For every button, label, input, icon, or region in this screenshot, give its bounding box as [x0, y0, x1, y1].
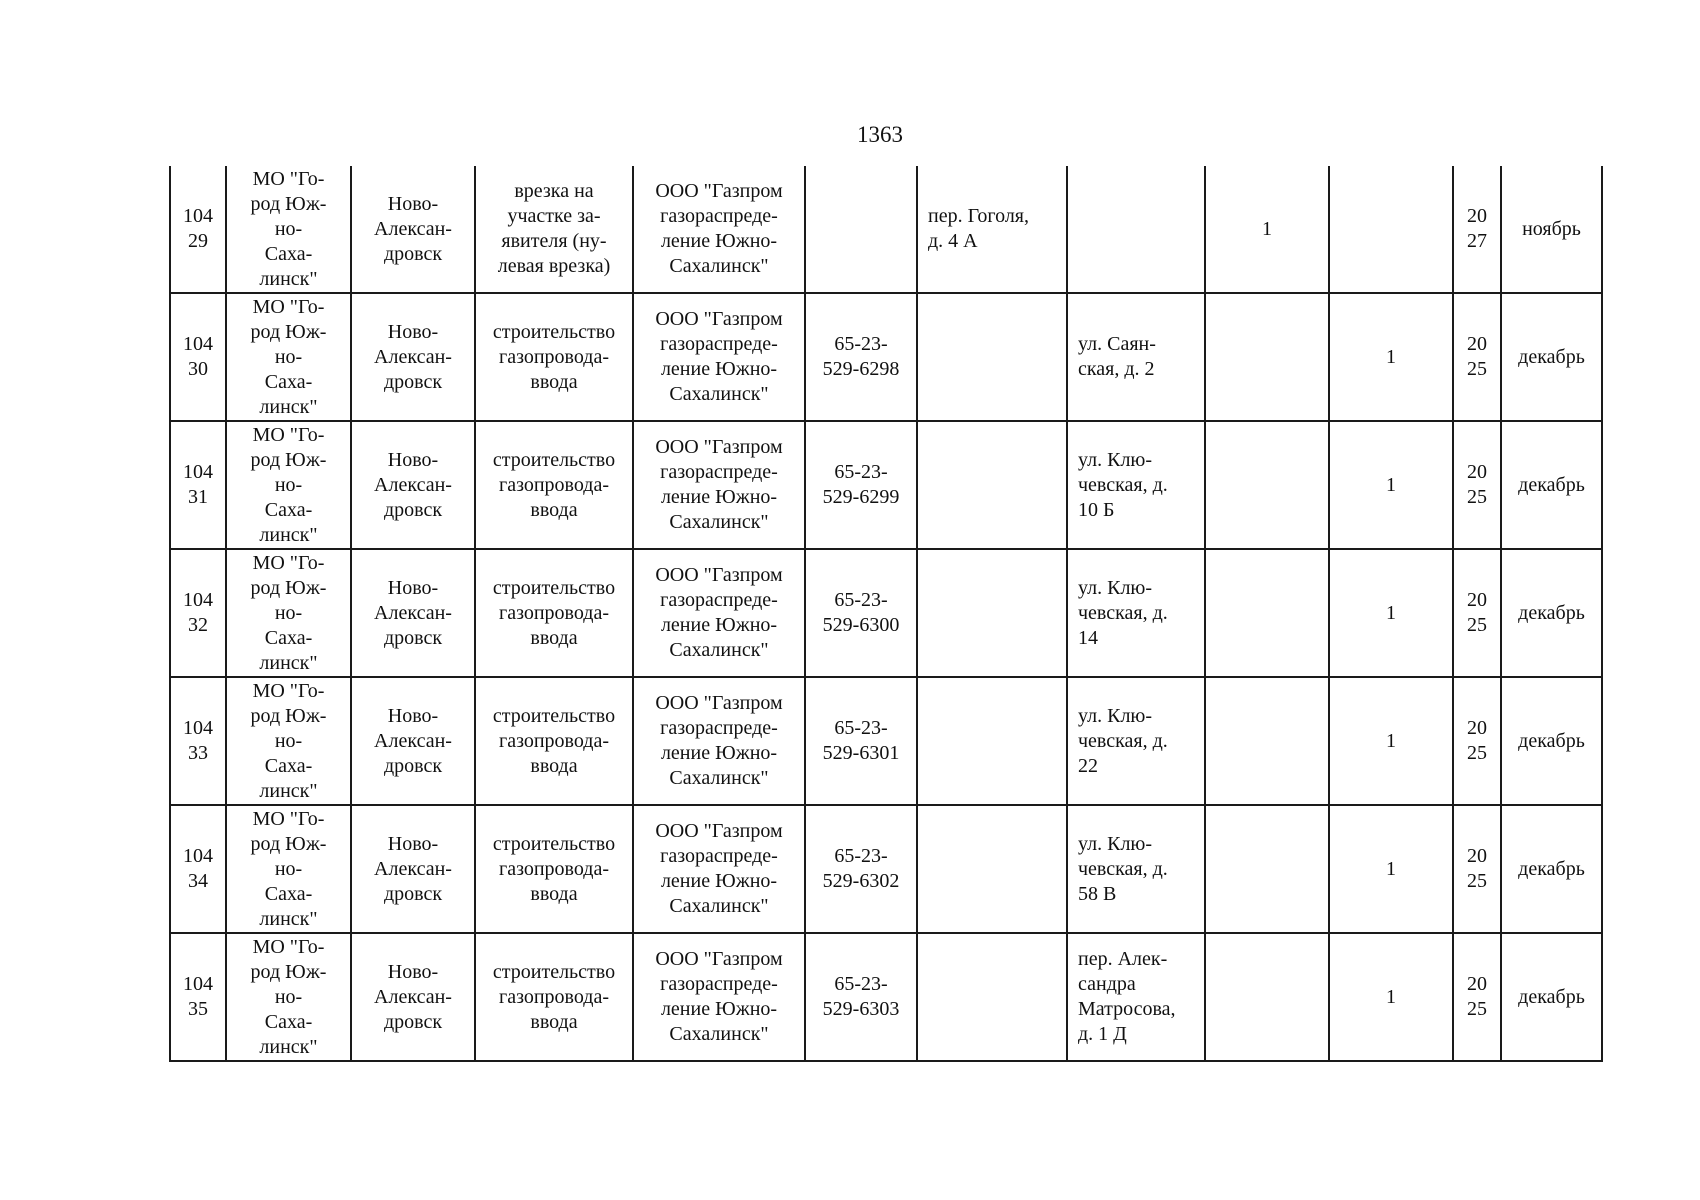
address-cell-2: пер. Алек- сандра Матросова, д. 1 Д: [1067, 933, 1205, 1061]
year-cell: 20 25: [1453, 549, 1501, 677]
organization-cell: ООО "Газпром газораспреде- ление Южно- Сахалинск": [633, 549, 805, 677]
address-cell: пер. Гоголя, д. 4 А: [917, 166, 1067, 293]
work-type-cell: строительство газопровода- ввода: [475, 677, 633, 805]
work-type-cell: врезка на участке за- явителя (ну- левая врезка): [475, 166, 633, 293]
table-row: [170, 677, 1602, 805]
table-row: [170, 421, 1602, 549]
year-cell: 20 25: [1453, 421, 1501, 549]
locality-cell: Ново- Алексан- дровск: [351, 293, 475, 421]
month-cell: декабрь: [1501, 677, 1602, 805]
address-cell: [917, 293, 1067, 421]
registration-code-cell: 65-23- 529-6298: [805, 293, 917, 421]
year-cell: 20 25: [1453, 933, 1501, 1061]
locality-cell: Ново- Алексан- дровск: [351, 933, 475, 1061]
locality-cell: Ново- Алексан- дровск: [351, 421, 475, 549]
table-row: [170, 549, 1602, 677]
registration-code-cell: 65-23- 529-6302: [805, 805, 917, 933]
month-cell: декабрь: [1501, 933, 1602, 1061]
locality-cell: Ново- Алексан- дровск: [351, 805, 475, 933]
work-type-cell: строительство газопровода- ввода: [475, 805, 633, 933]
municipality-cell: МО "Го- род Юж- но- Саха- линск": [226, 166, 351, 293]
month-cell: декабрь: [1501, 549, 1602, 677]
address-cell-2: ул. Саян- ская, д. 2: [1067, 293, 1205, 421]
municipality-cell: МО "Го- род Юж- но- Саха- линск": [226, 421, 351, 549]
count-cell-2: 1: [1329, 293, 1453, 421]
table-body: [170, 166, 1602, 1061]
organization-cell: ООО "Газпром газораспреде- ление Южно- Сахалинск": [633, 293, 805, 421]
gas-connection-table: [169, 166, 1603, 1062]
year-cell: 20 25: [1453, 293, 1501, 421]
address-cell-2: ул. Клю- чевская, д. 14: [1067, 549, 1205, 677]
table-row: [170, 933, 1602, 1061]
locality-cell: Ново- Алексан- дровск: [351, 549, 475, 677]
row-number-cell: 104 33: [170, 677, 226, 805]
organization-cell: ООО "Газпром газораспреде- ление Южно- Сахалинск": [633, 677, 805, 805]
registration-code-cell: 65-23- 529-6299: [805, 421, 917, 549]
count-cell: 1: [1205, 166, 1329, 293]
count-cell: [1205, 293, 1329, 421]
address-cell-2: ул. Клю- чевская, д. 10 Б: [1067, 421, 1205, 549]
count-cell: [1205, 677, 1329, 805]
year-cell: 20 27: [1453, 166, 1501, 293]
row-number-cell: 104 32: [170, 549, 226, 677]
row-number-cell: 104 30: [170, 293, 226, 421]
table-row: [170, 166, 1602, 293]
work-type-cell: строительство газопровода- ввода: [475, 293, 633, 421]
count-cell-2: 1: [1329, 677, 1453, 805]
registration-code-cell: 65-23- 529-6301: [805, 677, 917, 805]
table-row: [170, 805, 1602, 933]
registration-code-cell: [805, 166, 917, 293]
municipality-cell: МО "Го- род Юж- но- Саха- линск": [226, 933, 351, 1061]
address-cell: [917, 933, 1067, 1061]
month-cell: декабрь: [1501, 421, 1602, 549]
organization-cell: ООО "Газпром газораспреде- ление Южно- Сахалинск": [633, 421, 805, 549]
work-type-cell: строительство газопровода- ввода: [475, 421, 633, 549]
address-cell: [917, 805, 1067, 933]
organization-cell: ООО "Газпром газораспреде- ление Южно- Сахалинск": [633, 933, 805, 1061]
count-cell-2: 1: [1329, 805, 1453, 933]
address-cell-2: [1067, 166, 1205, 293]
count-cell: [1205, 421, 1329, 549]
municipality-cell: МО "Го- род Юж- но- Саха- линск": [226, 677, 351, 805]
registration-code-cell: 65-23- 529-6300: [805, 549, 917, 677]
year-cell: 20 25: [1453, 677, 1501, 805]
work-type-cell: строительство газопровода- ввода: [475, 549, 633, 677]
table-row: [170, 293, 1602, 421]
locality-cell: Ново- Алексан- дровск: [351, 166, 475, 293]
page-number: 1363: [857, 122, 903, 147]
count-cell-2: 1: [1329, 549, 1453, 677]
month-cell: декабрь: [1501, 805, 1602, 933]
row-number-cell: 104 29: [170, 166, 226, 293]
address-cell-2: ул. Клю- чевская, д. 22: [1067, 677, 1205, 805]
count-cell-2: 1: [1329, 421, 1453, 549]
row-number-cell: 104 34: [170, 805, 226, 933]
organization-cell: ООО "Газпром газораспреде- ление Южно- Сахалинск": [633, 166, 805, 293]
municipality-cell: МО "Го- род Юж- но- Саха- линск": [226, 549, 351, 677]
count-cell-2: [1329, 166, 1453, 293]
address-cell: [917, 421, 1067, 549]
municipality-cell: МО "Го- род Юж- но- Саха- линск": [226, 805, 351, 933]
row-number-cell: 104 31: [170, 421, 226, 549]
row-number-cell: 104 35: [170, 933, 226, 1061]
count-cell-2: 1: [1329, 933, 1453, 1061]
address-cell: [917, 549, 1067, 677]
month-cell: декабрь: [1501, 293, 1602, 421]
address-cell: [917, 677, 1067, 805]
registration-code-cell: 65-23- 529-6303: [805, 933, 917, 1061]
count-cell: [1205, 933, 1329, 1061]
address-cell-2: ул. Клю- чевская, д. 58 В: [1067, 805, 1205, 933]
count-cell: [1205, 805, 1329, 933]
year-cell: 20 25: [1453, 805, 1501, 933]
month-cell: ноябрь: [1501, 166, 1602, 293]
municipality-cell: МО "Го- род Юж- но- Саха- линск": [226, 293, 351, 421]
work-type-cell: строительство газопровода- ввода: [475, 933, 633, 1061]
count-cell: [1205, 549, 1329, 677]
locality-cell: Ново- Алексан- дровск: [351, 677, 475, 805]
organization-cell: ООО "Газпром газораспреде- ление Южно- Сахалинск": [633, 805, 805, 933]
